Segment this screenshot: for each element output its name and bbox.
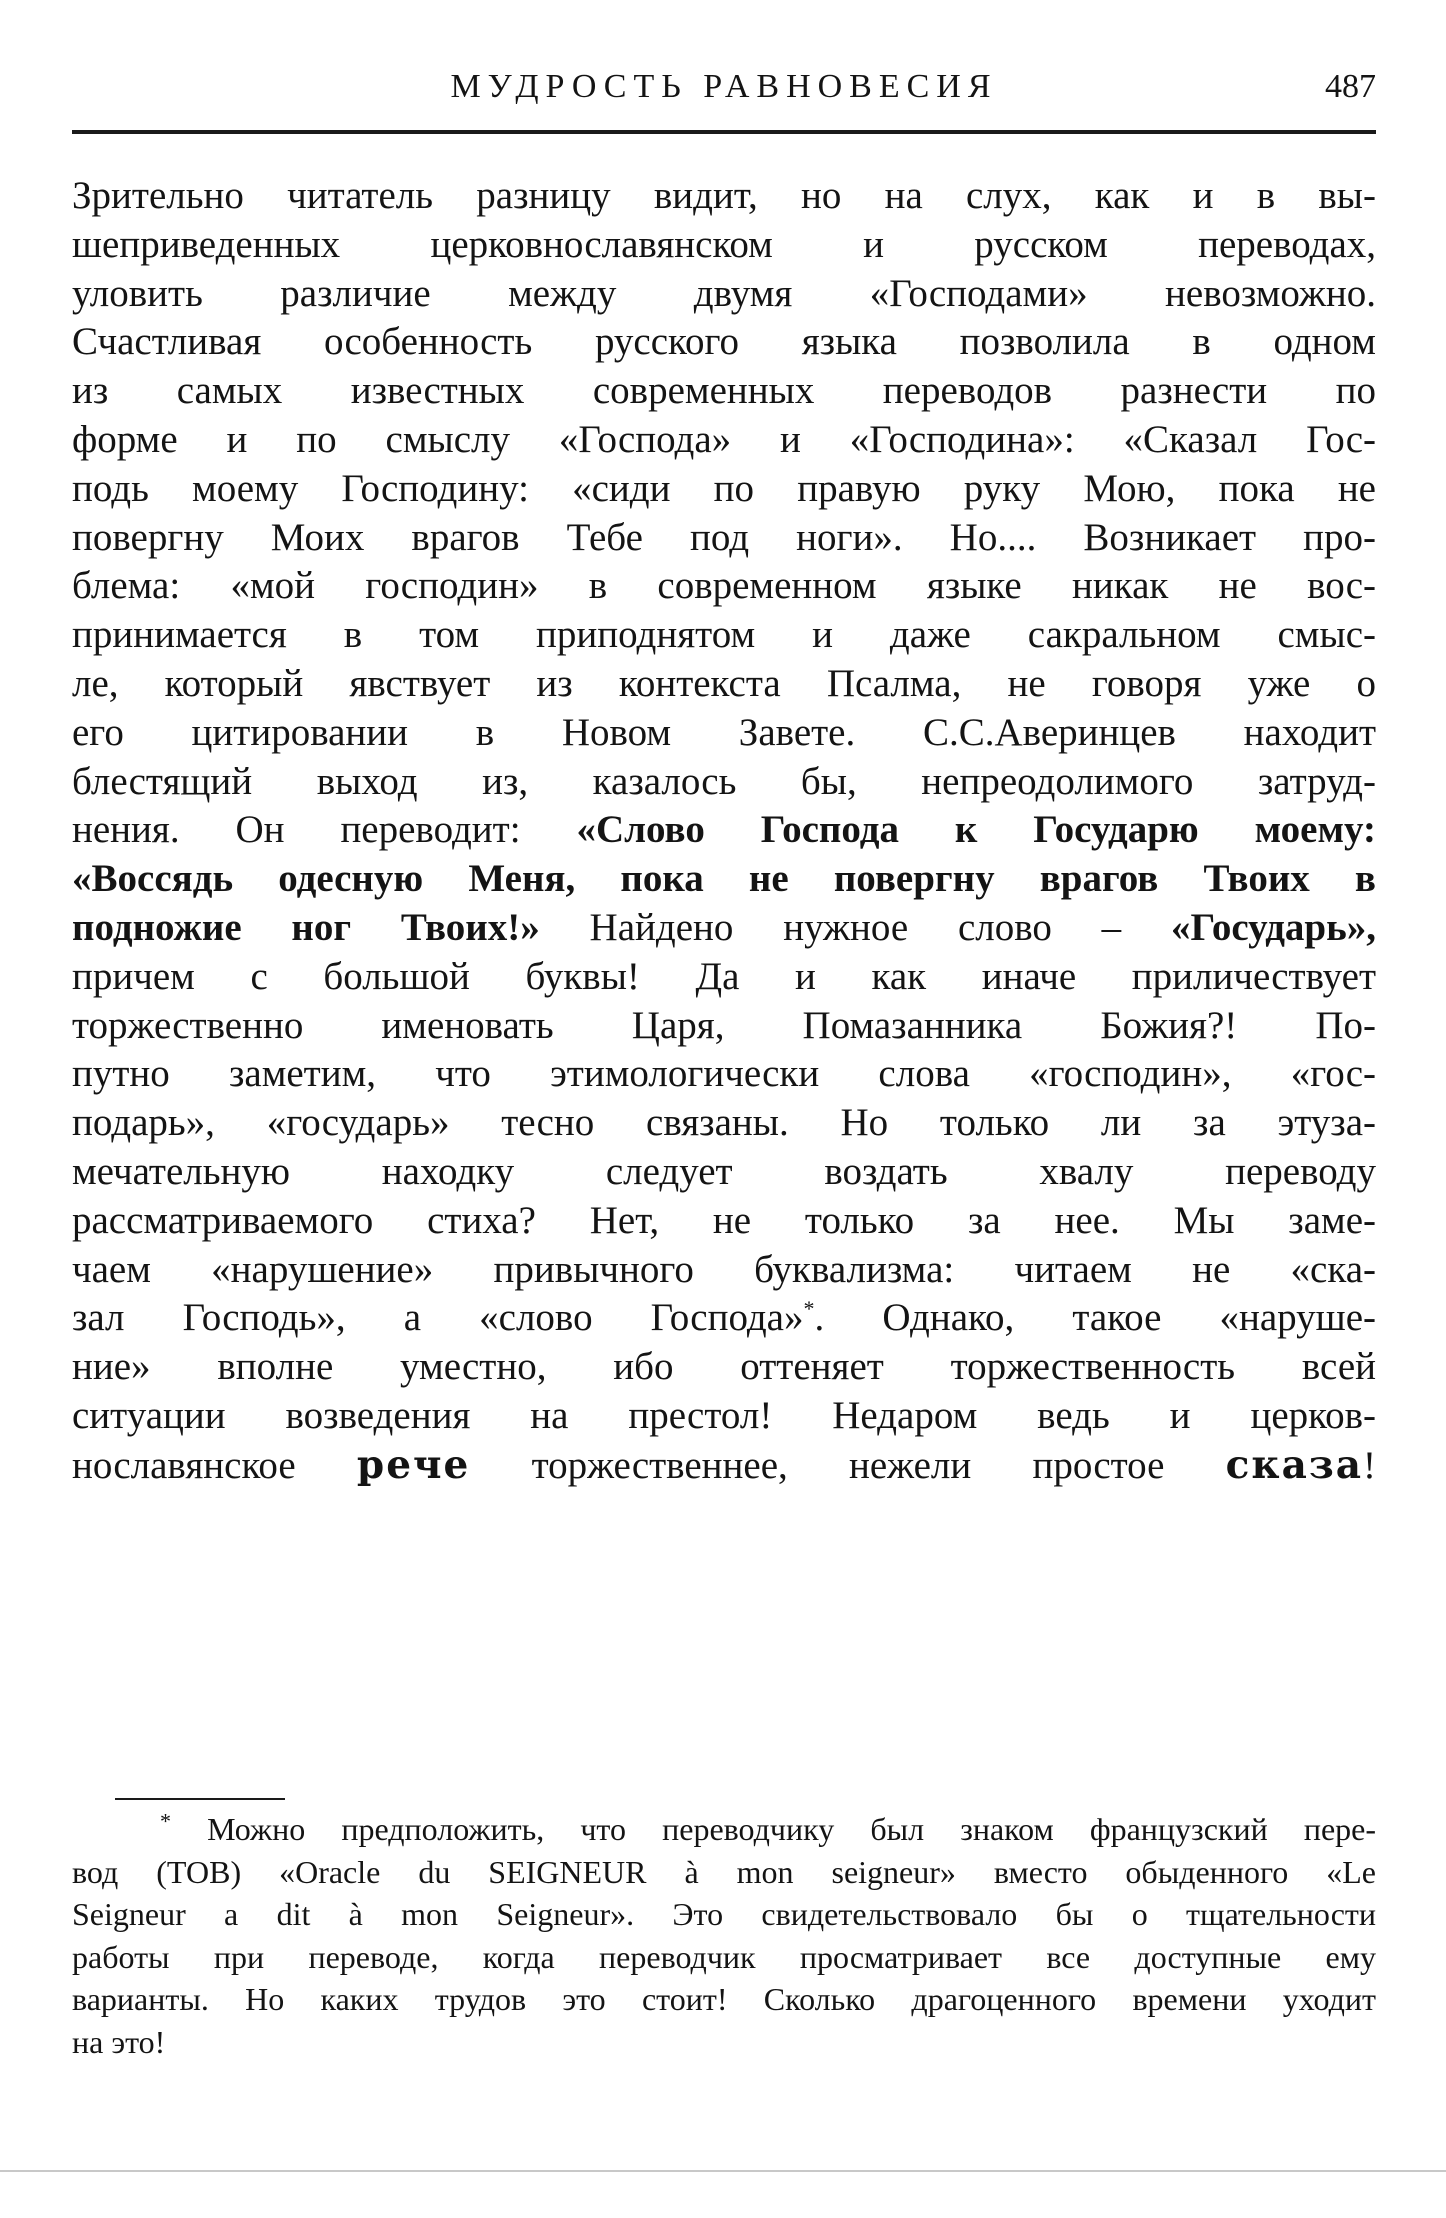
footnote-rule (115, 1798, 285, 1800)
text-line: ле, который явствует из контекста Псалма, не говоря уже о (72, 661, 1376, 705)
running-head (72, 62, 1376, 122)
text-line-quote-end (72, 904, 1376, 953)
footnote-line: работы при переводе, когда переводчик просматривает все доступные ему (72, 1938, 1376, 1975)
text-run: ! (1363, 1443, 1376, 1487)
text-line: ние» вполне уместно, ибо оттеняет торжественность всей (72, 1345, 1376, 1389)
text-line: подарь», «государь» тесно связаны. Но только ли за этуза- (72, 1101, 1376, 1145)
quote-bold-run: «Слово Господа к Государю моему: (576, 808, 1376, 852)
text-line: Счастливая особенность русского языка позволила в одном (72, 320, 1376, 364)
text-line-quote-start (72, 806, 1376, 855)
footnote-marker: * (803, 1296, 815, 1322)
text-line: торжественно именовать Царя, Помазанника Божия?! По- (72, 1003, 1376, 1047)
footnote-line (72, 1808, 1376, 1851)
footnote-line: на это! (72, 2023, 166, 2060)
text-line: принимается в том приподнятом и даже сакральном смыс- (72, 613, 1376, 657)
text-line: из самых известных современных переводов разнести по (72, 369, 1376, 413)
text-run: Найдено нужное слово – (539, 905, 1171, 949)
text-line: повергну Моих врагов Тебе под ноги». Но.... Возникает про- (72, 515, 1376, 559)
page-number: 487 (1325, 68, 1376, 105)
text-line: мечательную находку следует воздать хвалу переводу (72, 1149, 1376, 1193)
text-run: зал Господь», а «слово Господа» (72, 1296, 804, 1340)
page-bottom-edge (0, 2170, 1446, 2172)
text-line: его цитировании в Новом Завете. С.С.Аверинцев находит (72, 710, 1376, 754)
slavonic-word: сказа (1225, 1441, 1363, 1488)
text-line: Зрительно читатель разницу видит, но на слух, как и в вы- (72, 174, 1376, 217)
text-line-slavonic (72, 1441, 1376, 1490)
text-line: блема: «мой господин» в современном языке никак не вос- (72, 564, 1376, 608)
text-line-quote: «Воссядь одесную Меня, пока не повергну врагов Твоих в (72, 857, 1376, 901)
text-run: торжественнее, нежели простое (470, 1443, 1226, 1487)
body-text (72, 172, 1376, 1490)
text-line: путно заметим, что этимологически слова «господин», «гос- (72, 1052, 1376, 1096)
footnote-line: варианты. Но каких трудов это стоит! Сколько драгоценного времени уходит (72, 1981, 1376, 2017)
quote-bold-run: подножие ног Твоих!» (72, 905, 540, 949)
footnote (72, 1808, 1376, 2063)
slavonic-word: рече (356, 1441, 471, 1488)
text-line: форме и по смыслу «Господа» и «Господина»: «Сказал Гос- (72, 417, 1376, 461)
text-line: блестящий выход из, казалось бы, непреодолимого затруд- (72, 759, 1376, 803)
text-line: ситуации возведения на престол! Недаром ведь и церков- (72, 1393, 1376, 1437)
footnote-line: Seigneur a dit à mon Seigneur». Это свидетельствовало бы о тщательности (72, 1896, 1376, 1932)
running-title: МУДРОСТЬ РАВНОВЕСИЯ (450, 68, 998, 105)
text-run: нения. Он переводит: (72, 808, 577, 852)
header-rule (72, 130, 1376, 134)
text-line: шеприведенных церковнославянском и русском переводах, (72, 222, 1376, 266)
footnote-marker: * (160, 1808, 171, 1834)
footnote-line: вод (ТОВ) «Oracle du SEIGNEUR à mon seigneur» вместо обыденного «Le (72, 1853, 1376, 1890)
footnote-text: Можно предположить, что переводчику был знаком французский пере- (207, 1811, 1376, 1847)
text-run: нославянское (72, 1443, 357, 1487)
text-line: уловить различие между двумя «Господами» невозможно. (72, 271, 1376, 315)
text-run: . Однако, такое «наруше- (814, 1296, 1376, 1340)
text-line: рассматриваемого стиха? Нет, не только за нее. Мы заме- (72, 1198, 1376, 1242)
text-line: подь моему Господину: «сиди по правую руку Мою, пока не (72, 466, 1376, 510)
text-line: причем с большой буквы! Да и как иначе приличествует (72, 954, 1376, 998)
text-line: чаем «нарушение» привычного буквализма: читаем не «ска- (72, 1247, 1376, 1291)
text-line-footnote-ref (72, 1294, 1376, 1343)
keyword-bold-run: «Государь», (1170, 905, 1376, 949)
